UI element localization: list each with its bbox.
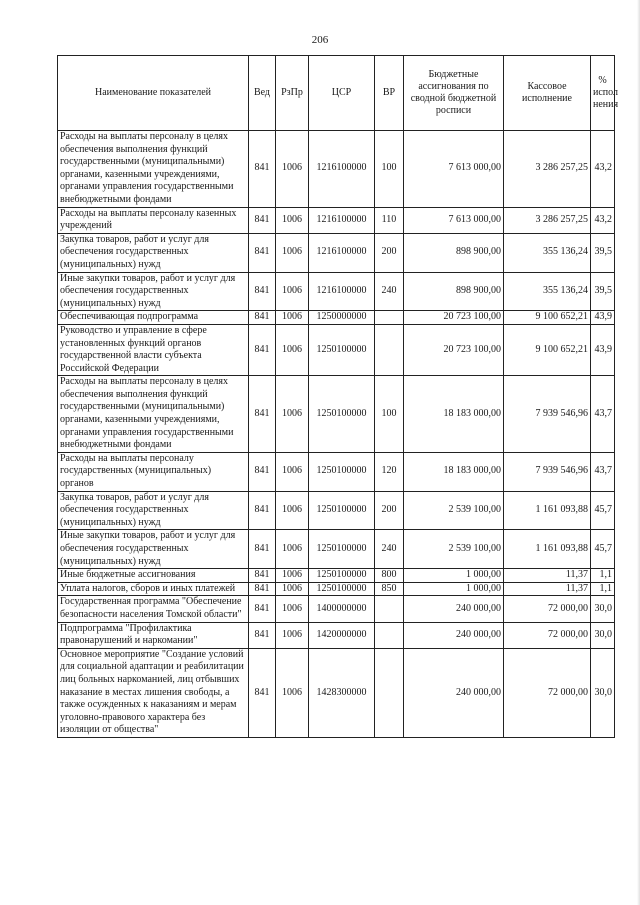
cell-cash: 1 161 093,88 <box>504 491 591 530</box>
cell-rzpr: 1006 <box>276 207 309 233</box>
cell-name: Расходы на выплаты персоналу в целях обеспечения выполнения функций государственными (муниципальными) органами, казенными учреждениями, органами управления государственными внебюджетными фондами <box>58 131 249 208</box>
header-name: Наименование показателей <box>58 56 249 131</box>
cell-rzpr: 1006 <box>276 530 309 569</box>
cell-cash: 7 939 546,96 <box>504 376 591 453</box>
cell-csr: 1216100000 <box>309 233 375 272</box>
cell-vr: 800 <box>375 569 404 583</box>
cell-budget: 240 000,00 <box>404 622 504 648</box>
cell-rzpr: 1006 <box>276 131 309 208</box>
cell-percent: 43,2 <box>591 207 615 233</box>
cell-vr <box>375 324 404 375</box>
table-row <box>58 622 615 648</box>
cell-percent: 39,5 <box>591 233 615 272</box>
cell-name: Расходы на выплаты персоналу в целях обеспечения выполнения функций государственными (муниципальными) органами, казенными учреждениями, органами управления государственными внебюджетными фондами <box>58 376 249 453</box>
table-row <box>58 452 615 491</box>
cell-vr: 120 <box>375 452 404 491</box>
table-row <box>58 311 615 325</box>
cell-csr: 1216100000 <box>309 131 375 208</box>
cell-csr: 1216100000 <box>309 272 375 311</box>
cell-rzpr: 1006 <box>276 233 309 272</box>
cell-vr: 200 <box>375 233 404 272</box>
cell-percent: 43,7 <box>591 376 615 453</box>
cell-csr: 1428300000 <box>309 648 375 737</box>
cell-ved: 841 <box>249 131 276 208</box>
cell-budget: 18 183 000,00 <box>404 452 504 491</box>
cell-cash: 355 136,24 <box>504 272 591 311</box>
cell-budget: 18 183 000,00 <box>404 376 504 453</box>
cell-ved: 841 <box>249 622 276 648</box>
cell-percent: 30,0 <box>591 596 615 622</box>
cell-vr: 850 <box>375 582 404 596</box>
cell-percent: 1,1 <box>591 569 615 583</box>
cell-ved: 841 <box>249 311 276 325</box>
cell-ved: 841 <box>249 530 276 569</box>
table-row <box>58 272 615 311</box>
cell-csr: 1250100000 <box>309 491 375 530</box>
cell-percent: 45,7 <box>591 530 615 569</box>
cell-rzpr: 1006 <box>276 324 309 375</box>
cell-vr <box>375 311 404 325</box>
cell-csr: 1420000000 <box>309 622 375 648</box>
cell-budget: 898 900,00 <box>404 233 504 272</box>
header-budget: Бюджетные ассигнования по сводной бюджетной росписи <box>404 56 504 131</box>
header-rzpr: РзПр <box>276 56 309 131</box>
cell-percent: 43,7 <box>591 452 615 491</box>
cell-name: Закупка товаров, работ и услуг для обеспечения государственных (муниципальных) нужд <box>58 233 249 272</box>
cell-cash: 11,37 <box>504 582 591 596</box>
table-row <box>58 596 615 622</box>
cell-name: Иные бюджетные ассигнования <box>58 569 249 583</box>
cell-rzpr: 1006 <box>276 452 309 491</box>
cell-cash: 72 000,00 <box>504 622 591 648</box>
cell-rzpr: 1006 <box>276 569 309 583</box>
cell-percent: 43,9 <box>591 311 615 325</box>
cell-vr: 240 <box>375 272 404 311</box>
table-row <box>58 207 615 233</box>
cell-csr: 1250000000 <box>309 311 375 325</box>
cell-cash: 1 161 093,88 <box>504 530 591 569</box>
header-vr: ВР <box>375 56 404 131</box>
cell-csr: 1400000000 <box>309 596 375 622</box>
cell-csr: 1250100000 <box>309 376 375 453</box>
header-csr: ЦСР <box>309 56 375 131</box>
table-row <box>58 530 615 569</box>
table-row <box>58 491 615 530</box>
cell-csr: 1250100000 <box>309 324 375 375</box>
table-row <box>58 233 615 272</box>
cell-budget: 1 000,00 <box>404 582 504 596</box>
cell-ved: 841 <box>249 272 276 311</box>
cell-ved: 841 <box>249 376 276 453</box>
cell-csr: 1216100000 <box>309 207 375 233</box>
cell-rzpr: 1006 <box>276 582 309 596</box>
cell-name: Закупка товаров, работ и услуг для обеспечения государственных (муниципальных) нужд <box>58 491 249 530</box>
cell-percent: 39,5 <box>591 272 615 311</box>
cell-ved: 841 <box>249 324 276 375</box>
cell-budget: 2 539 100,00 <box>404 491 504 530</box>
header-cash: Кассовое исполнение <box>504 56 591 131</box>
cell-name: Руководство и управление в сфере установленных функций органов государственной власти субъекта Российской Федерации <box>58 324 249 375</box>
cell-vr: 100 <box>375 376 404 453</box>
cell-name: Государственная программа "Обеспечение безопасности населения Томской области" <box>58 596 249 622</box>
cell-ved: 841 <box>249 233 276 272</box>
cell-rzpr: 1006 <box>276 648 309 737</box>
cell-budget: 240 000,00 <box>404 596 504 622</box>
cell-vr: 110 <box>375 207 404 233</box>
cell-rzpr: 1006 <box>276 491 309 530</box>
cell-rzpr: 1006 <box>276 311 309 325</box>
cell-budget: 898 900,00 <box>404 272 504 311</box>
cell-cash: 72 000,00 <box>504 596 591 622</box>
cell-ved: 841 <box>249 569 276 583</box>
cell-vr <box>375 622 404 648</box>
cell-vr <box>375 596 404 622</box>
cell-cash: 9 100 652,21 <box>504 324 591 375</box>
cell-name: Расходы на выплаты персоналу казенных учреждений <box>58 207 249 233</box>
cell-budget: 20 723 100,00 <box>404 311 504 325</box>
cell-name: Уплата налогов, сборов и иных платежей <box>58 582 249 596</box>
cell-budget: 7 613 000,00 <box>404 131 504 208</box>
budget-execution-table <box>57 55 619 738</box>
cell-rzpr: 1006 <box>276 622 309 648</box>
cell-cash: 7 939 546,96 <box>504 452 591 491</box>
table-row <box>58 131 615 208</box>
cell-budget: 240 000,00 <box>404 648 504 737</box>
cell-budget: 7 613 000,00 <box>404 207 504 233</box>
table-row <box>58 569 615 583</box>
cell-name: Обеспечивающая подпрограмма <box>58 311 249 325</box>
cell-budget: 20 723 100,00 <box>404 324 504 375</box>
cell-cash: 3 286 257,25 <box>504 131 591 208</box>
cell-csr: 1250100000 <box>309 582 375 596</box>
cell-percent: 30,0 <box>591 648 615 737</box>
cell-name: Иные закупки товаров, работ и услуг для обеспечения государственных (муниципальных) нужд <box>58 272 249 311</box>
cell-name: Основное мероприятие "Создание условий для социальной адаптации и реабилитации лиц больных наркоманией, лиц отбывших наказание в местах лишения свободы, а также осужденных к наказаниям и мерам уголовно-правового характера без изоляции от общества" <box>58 648 249 737</box>
cell-vr: 100 <box>375 131 404 208</box>
cell-csr: 1250100000 <box>309 569 375 583</box>
cell-percent: 45,7 <box>591 491 615 530</box>
cell-budget: 2 539 100,00 <box>404 530 504 569</box>
cell-ved: 841 <box>249 452 276 491</box>
cell-rzpr: 1006 <box>276 272 309 311</box>
header-ved: Вед <box>249 56 276 131</box>
cell-percent: 43,9 <box>591 324 615 375</box>
cell-name: Иные закупки товаров, работ и услуг для обеспечения государственных (муниципальных) нужд <box>58 530 249 569</box>
table-row <box>58 324 615 375</box>
table-row <box>58 648 615 737</box>
table-row <box>58 376 615 453</box>
cell-budget: 1 000,00 <box>404 569 504 583</box>
cell-rzpr: 1006 <box>276 376 309 453</box>
cell-percent: 30,0 <box>591 622 615 648</box>
cell-cash: 9 100 652,21 <box>504 311 591 325</box>
cell-ved: 841 <box>249 648 276 737</box>
table-row <box>58 582 615 596</box>
cell-ved: 841 <box>249 582 276 596</box>
cell-rzpr: 1006 <box>276 596 309 622</box>
page-number: 206 <box>311 34 329 46</box>
cell-ved: 841 <box>249 207 276 233</box>
cell-cash: 11,37 <box>504 569 591 583</box>
table-body <box>58 131 615 738</box>
cell-csr: 1250100000 <box>309 530 375 569</box>
header-percent: % испол нения <box>591 56 615 131</box>
cell-csr: 1250100000 <box>309 452 375 491</box>
cell-ved: 841 <box>249 491 276 530</box>
cell-cash: 355 136,24 <box>504 233 591 272</box>
cell-ved: 841 <box>249 596 276 622</box>
cell-vr: 200 <box>375 491 404 530</box>
table-header-row <box>58 56 615 131</box>
cell-cash: 3 286 257,25 <box>504 207 591 233</box>
cell-vr: 240 <box>375 530 404 569</box>
cell-name: Расходы на выплаты персоналу государственных (муниципальных) органов <box>58 452 249 491</box>
cell-vr <box>375 648 404 737</box>
cell-percent: 1,1 <box>591 582 615 596</box>
cell-name: Подпрограмма "Профилактика правонарушений и наркомании" <box>58 622 249 648</box>
cell-cash: 72 000,00 <box>504 648 591 737</box>
cell-percent: 43,2 <box>591 131 615 208</box>
